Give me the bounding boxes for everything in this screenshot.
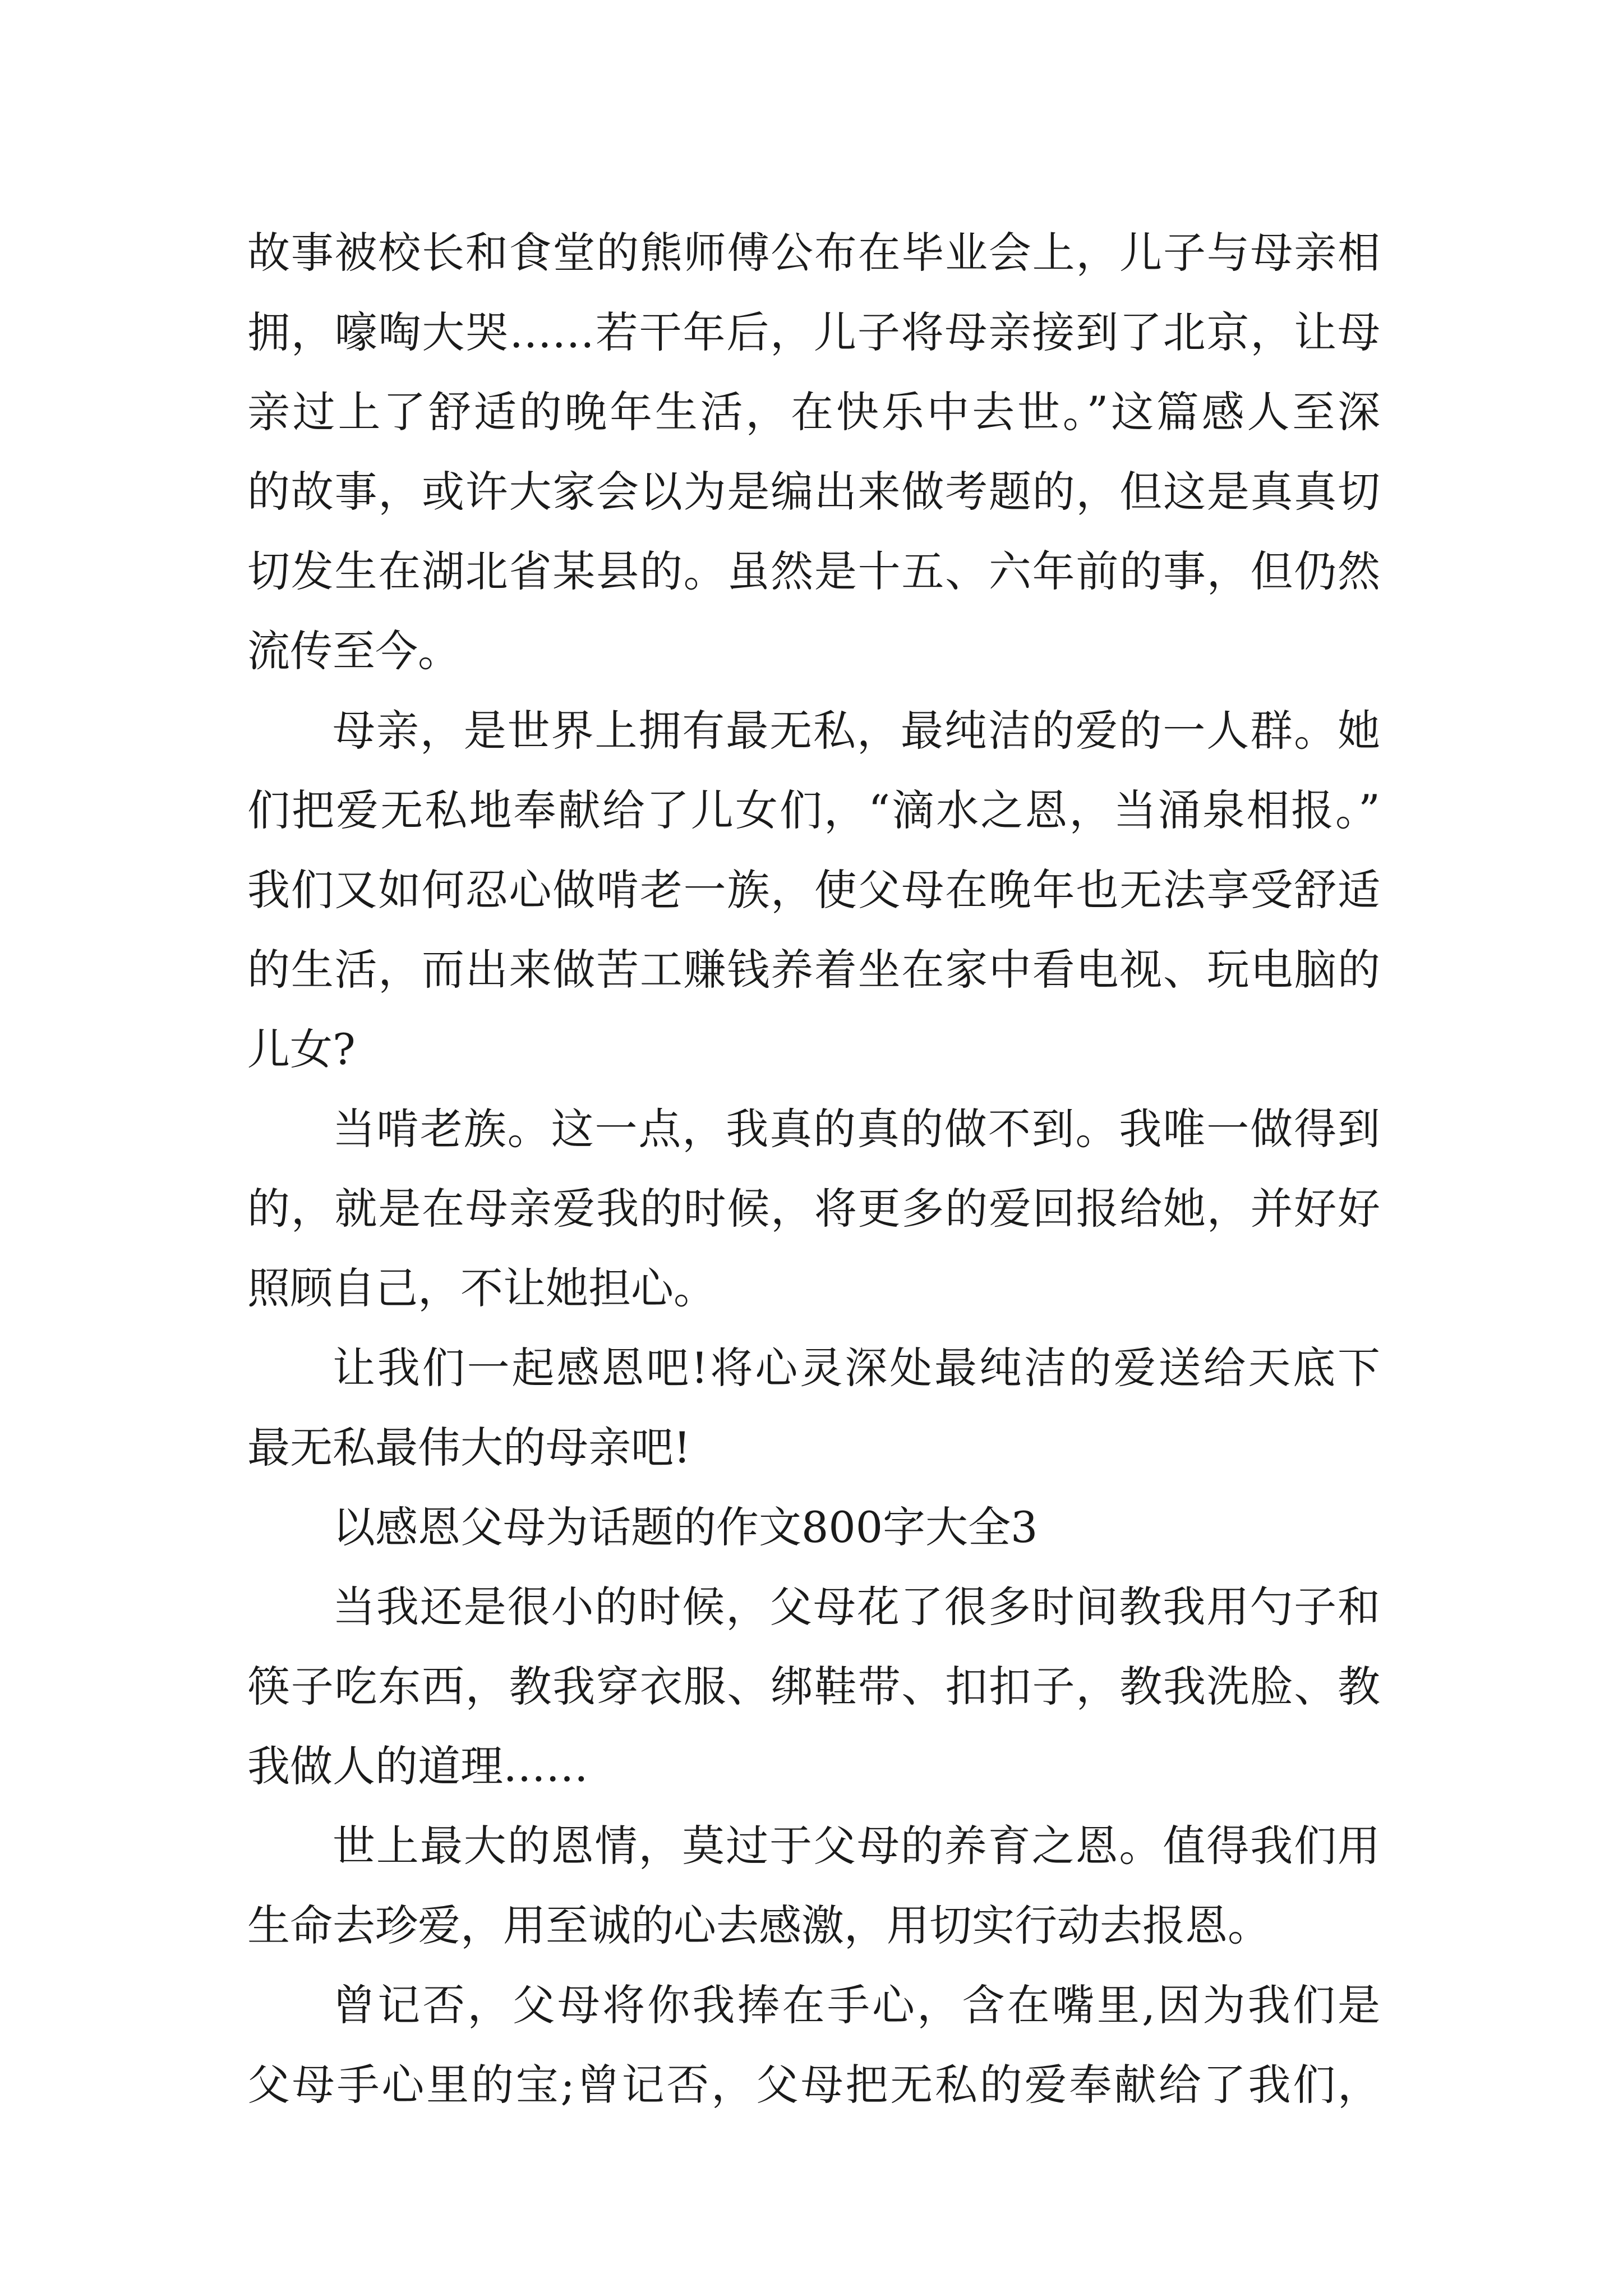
text-line: 们把爱无私地奉献给了儿女们，“滴水之恩，当涌泉相报。” — [247, 785, 1380, 835]
body-text — [247, 213, 1380, 2125]
text-line: 我们又如何忍心做啃老一族，使父母在晚年也无法享受舒适 — [247, 865, 1380, 915]
text-line: 父母手心里的宝;曾记否，父母把无私的爱奉献给了我们， — [247, 2060, 1380, 2110]
text-line: 亲过上了舒适的晚年生活，在快乐中去世。”这篇感人至深 — [247, 387, 1380, 437]
text-line: 筷子吃东西，教我穿衣服、绑鞋带、扣扣子，教我洗脸、教 — [247, 1662, 1380, 1711]
text-line: 最无私最伟大的母亲吧! — [247, 1423, 691, 1473]
text-line: 儿女? — [247, 1024, 356, 1074]
text-line: 曾记否，父母将你我捧在手心，含在嘴里,因为我们是 — [333, 1980, 1380, 2030]
text-line: 照顾自己，不让她担心。 — [247, 1263, 716, 1313]
text-line: 的故事，或许大家会以为是编出来做考题的，但这是真真切 — [247, 467, 1380, 517]
text-line: 母亲，是世界上拥有最无私，最纯洁的爱的一人群。她 — [333, 706, 1380, 756]
text-line: 拥，嚎啕大哭……若干年后，儿子将母亲接到了北京，让母 — [247, 307, 1380, 357]
text-line: 当啃老族。这一点，我真的真的做不到。我唯一做得到 — [333, 1104, 1380, 1154]
text-line: 当我还是很小的时候，父母花了很多时间教我用勺子和 — [333, 1582, 1380, 1632]
text-line: 流传至今。 — [247, 626, 460, 676]
text-line: 的，就是在母亲爱我的时候，将更多的爱回报给她，并好好 — [247, 1184, 1380, 1234]
section-heading: 以感恩父母为话题的作文800字大全3 — [333, 1502, 1038, 1552]
text-line: 世上最大的恩情，莫过于父母的养育之恩。值得我们用 — [333, 1821, 1380, 1871]
text-line: 让我们一起感恩吧!将心灵深处最纯洁的爱送给天底下 — [333, 1343, 1380, 1393]
text-line: 的生活，而出来做苦工赚钱养着坐在家中看电视、玩电脑的 — [247, 945, 1380, 995]
text-line: 故事被校长和食堂的熊师傅公布在毕业会上，儿子与母亲相 — [247, 228, 1380, 278]
text-line: 生命去珍爱，用至诚的心去感激，用切实行动去报恩。 — [247, 1901, 1270, 1950]
text-line: 切发生在湖北省某县的。虽然是十五、六年前的事，但仍然 — [247, 546, 1380, 596]
text-line: 我做人的道理…… — [247, 1741, 588, 1791]
